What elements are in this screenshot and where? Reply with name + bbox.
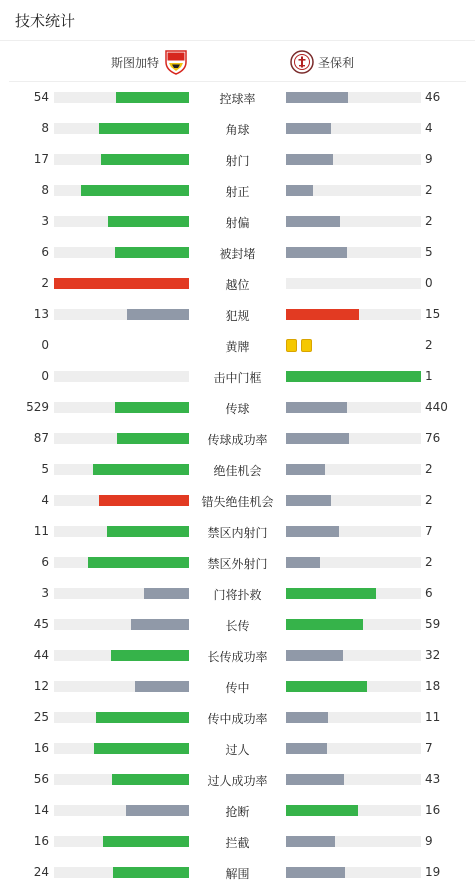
home-bar-fill [115,247,189,258]
stat-row [0,237,475,268]
home-bar-track [54,123,189,134]
stat-label: 被封堵 [219,247,256,261]
away-value: 43 [425,772,441,786]
stat-row [0,485,475,516]
away-bar-fill [286,154,333,165]
away-bar-track [286,774,421,785]
home-bar-track [54,619,189,630]
home-value: 8 [41,121,49,135]
stat-label: 过人 [225,743,250,757]
stat-label: 射偏 [225,216,250,230]
away-value: 5 [425,245,433,259]
home-bar-track [54,650,189,661]
away-bar-track [286,619,421,630]
home-bar-track [54,805,189,816]
home-bar-fill [81,185,189,196]
away-bar-track [286,867,421,878]
stats-list [0,82,475,888]
home-value: 13 [33,307,49,321]
stat-label: 传中 [225,681,250,695]
stat-row [0,144,475,175]
home-bar-fill [111,650,189,661]
home-value: 0 [41,338,49,352]
away-value: 76 [425,431,441,445]
home-bar-fill [101,154,189,165]
home-bar-track [54,216,189,227]
home-bar-track [54,867,189,878]
away-value: 2 [425,462,433,476]
away-bar-fill [286,712,328,723]
home-bar-track [54,92,189,103]
away-bar-fill [286,836,335,847]
stat-row [0,609,475,640]
away-value: 59 [425,617,441,631]
stat-label: 传球成功率 [207,433,268,447]
stat-row [0,392,475,423]
away-value: 2 [425,493,433,507]
home-value: 16 [33,741,49,755]
away-team-name: 圣保利 [318,55,355,70]
stat-row [0,795,475,826]
home-bar-track [54,495,189,506]
away-bar-track [286,526,421,537]
away-bar-track [286,495,421,506]
home-value: 6 [41,555,49,569]
home-bar-track [54,154,189,165]
stat-label: 击中门框 [213,371,262,385]
away-bar-fill [286,309,359,320]
stat-row [0,361,475,392]
away-value: 11 [425,710,441,724]
stat-row [0,206,475,237]
away-bar-fill [286,557,320,568]
home-bar-fill [108,216,189,227]
away-bar-track [286,464,421,475]
stat-row [0,175,475,206]
away-value: 440 [425,400,448,414]
away-bar-track [286,278,421,289]
home-value: 87 [33,431,49,445]
away-bar-track [286,402,421,413]
home-value: 4 [41,493,49,507]
home-bar-fill [126,805,189,816]
stat-row [0,268,475,299]
away-value: 2 [425,338,433,352]
stat-row [0,733,475,764]
home-bar-track [54,743,189,754]
home-value: 12 [33,679,49,693]
away-value: 15 [425,307,441,321]
away-bar-fill [286,495,331,506]
away-crest-icon [290,49,314,75]
home-bar-track [54,836,189,847]
home-bar-fill [135,681,189,692]
away-value: 2 [425,183,433,197]
home-bar-fill [131,619,189,630]
home-bar-track [54,371,189,382]
away-bar-track [286,557,421,568]
stat-label: 长传 [225,619,250,633]
away-bar-fill [286,433,349,444]
away-bar-track [286,650,421,661]
stat-label: 传中成功率 [207,712,268,726]
home-value: 5 [41,462,49,476]
home-bar-track [54,247,189,258]
yellow-card-icon [301,339,312,352]
away-bar-fill [286,774,344,785]
stat-row [0,578,475,609]
stat-label: 门将扑救 [213,588,262,602]
stat-row [0,547,475,578]
home-bar-fill [96,712,189,723]
home-value: 17 [33,152,49,166]
stat-label: 禁区内射门 [207,526,268,540]
home-team-name: 斯图加特 [110,55,159,70]
home-value: 16 [33,834,49,848]
stat-label: 过人成功率 [207,774,268,788]
stat-label: 解围 [225,867,250,881]
home-bar-track [54,402,189,413]
home-value: 8 [41,183,49,197]
home-bar-fill [94,743,189,754]
away-value: 9 [425,152,433,166]
home-bar-track [54,433,189,444]
away-bar-fill [286,805,358,816]
stat-label: 错失绝佳机会 [201,495,274,509]
away-bar-track [286,123,421,134]
away-value: 0 [425,276,433,290]
away-bar-track [286,805,421,816]
stat-row [0,454,475,485]
away-bar-fill [286,650,343,661]
home-bar-track [54,681,189,692]
stat-row [0,857,475,888]
away-bar-track [286,216,421,227]
stat-row [0,826,475,857]
home-bar-track [54,774,189,785]
stat-row [0,702,475,733]
away-bar-fill [286,402,347,413]
away-bar-track [286,433,421,444]
away-value: 6 [425,586,433,600]
away-bar-fill [286,526,339,537]
home-bar-track [54,526,189,537]
home-value: 529 [26,400,49,414]
away-bar-fill [286,743,327,754]
stat-label: 越位 [225,278,250,292]
stat-row [0,113,475,144]
away-bar-fill [286,867,345,878]
home-bar-fill [99,123,189,134]
home-bar-fill [112,774,189,785]
home-value: 0 [41,369,49,383]
home-value: 14 [33,803,49,817]
away-value: 2 [425,214,433,228]
stat-label: 犯规 [225,309,250,323]
stat-label: 绝佳机会 [213,464,262,478]
stat-label: 黄牌 [225,340,250,354]
away-yellow-cards [286,339,316,352]
stat-label: 禁区外射门 [207,557,268,571]
away-bar-fill [286,123,331,134]
away-bar-track [286,185,421,196]
home-bar-fill [107,526,189,537]
away-value: 2 [425,555,433,569]
home-bar-fill [116,92,189,103]
away-bar-track [286,836,421,847]
away-value: 18 [425,679,441,693]
home-bar-track [54,588,189,599]
away-value: 32 [425,648,441,662]
stat-row [0,764,475,795]
home-bar-fill [115,402,189,413]
teams-bar [9,41,466,82]
away-bar-fill [286,216,340,227]
yellow-card-icon [286,339,297,352]
home-value: 44 [33,648,49,662]
home-bar-fill [93,464,189,475]
stat-row [0,516,475,547]
home-team[interactable] [111,49,188,75]
away-bar-track [286,154,421,165]
home-bar-fill [54,278,189,289]
away-bar-track [286,588,421,599]
away-bar-fill [286,185,313,196]
away-bar-track [286,371,421,382]
home-value: 45 [33,617,49,631]
home-value: 2 [41,276,49,290]
stat-label: 拦截 [225,836,250,850]
home-bar-track [54,557,189,568]
home-value: 6 [41,245,49,259]
away-value: 9 [425,834,433,848]
home-bar-fill [144,588,189,599]
stat-label: 传球 [225,402,250,416]
away-value: 16 [425,803,441,817]
away-bar-track [286,712,421,723]
stat-label: 角球 [225,123,250,137]
stat-row [0,330,475,361]
stat-label: 控球率 [219,92,256,106]
away-value: 46 [425,90,441,104]
home-value: 24 [33,865,49,879]
away-bar-fill [286,92,348,103]
home-bar-fill [127,309,189,320]
home-bar-track [54,712,189,723]
away-bar-fill [286,588,376,599]
home-bar-fill [88,557,189,568]
away-value: 1 [425,369,433,383]
home-bar-fill [117,433,189,444]
home-value: 25 [33,710,49,724]
page-title: 技术统计 [15,11,76,30]
stat-label: 射正 [225,185,250,199]
stat-row [0,299,475,330]
stat-label: 抢断 [225,805,250,819]
away-team[interactable] [290,49,354,75]
home-value: 3 [41,214,49,228]
home-bar-track [54,278,189,289]
home-bar-track [54,185,189,196]
home-value: 54 [33,90,49,104]
stat-row [0,671,475,702]
home-bar-fill [113,867,189,878]
away-value: 7 [425,741,433,755]
away-value: 19 [425,865,441,879]
home-bar-fill [99,495,189,506]
away-bar-fill [286,371,421,382]
away-bar-track [286,743,421,754]
home-value: 11 [33,524,49,538]
away-bar-track [286,92,421,103]
away-value: 7 [425,524,433,538]
away-value: 4 [425,121,433,135]
stat-label: 射门 [225,154,250,168]
home-bar-fill [103,836,189,847]
away-bar-fill [286,464,325,475]
away-bar-fill [286,247,347,258]
away-bar-fill [286,619,363,630]
stat-row [0,423,475,454]
home-crest-icon [164,49,188,75]
stat-row [0,82,475,113]
away-bar-track [286,681,421,692]
away-bar-fill [286,681,367,692]
home-bar-track [54,464,189,475]
home-value: 3 [41,586,49,600]
home-bar-track [54,309,189,320]
away-bar-track [286,247,421,258]
stat-row [0,640,475,671]
away-bar-track [286,309,421,320]
home-value: 56 [33,772,49,786]
stats-header [0,0,475,41]
stat-label: 长传成功率 [207,650,268,664]
